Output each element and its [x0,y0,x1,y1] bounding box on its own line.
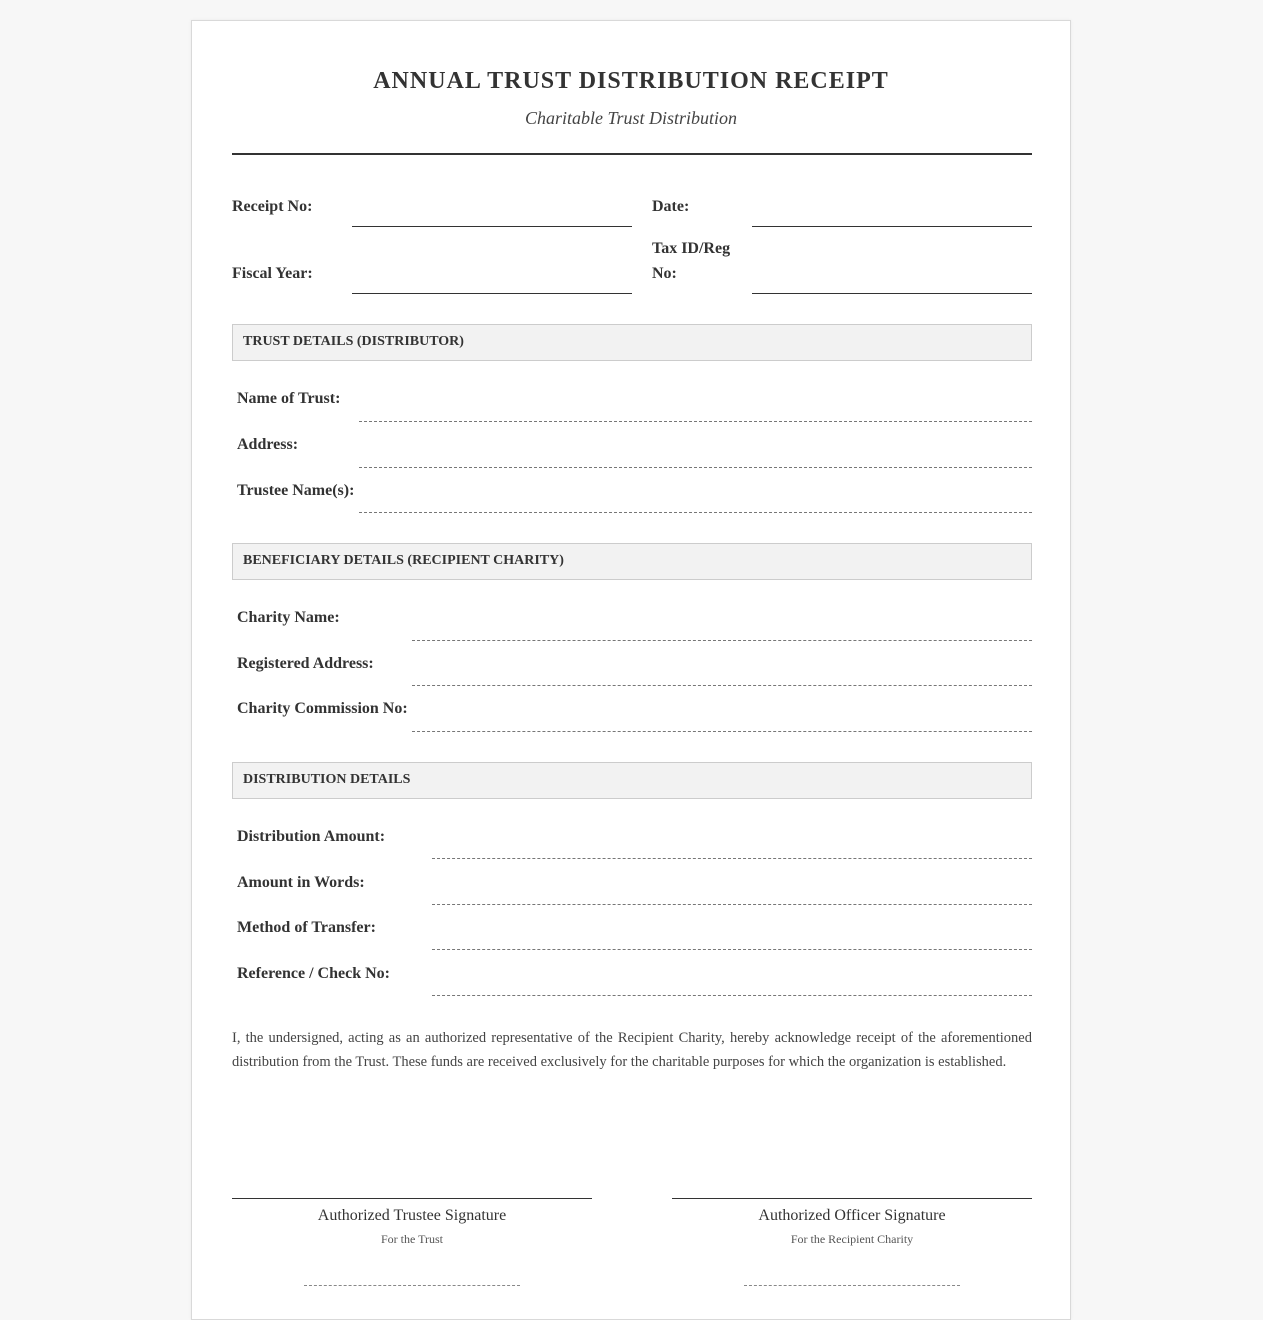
trustee-signature-title: Authorized Trustee Signature [317,1207,507,1224]
method-of-transfer-label: Method of Transfer: [237,919,376,936]
reference-check-no-field[interactable] [432,995,1032,996]
beneficiary-details-heading: BENEFICIARY DETAILS (RECIPIENT CHARITY) [232,543,1032,580]
tax-id-label [652,236,730,286]
method-of-transfer-field[interactable] [432,949,1032,950]
trust-details-heading: TRUST DETAILS (DISTRIBUTOR) [232,324,1032,361]
fiscal-year-label: Fiscal Year: [232,265,313,282]
charity-commission-no-label: Charity Commission No: [237,700,408,717]
distribution-details-heading: DISTRIBUTION DETAILS [232,762,1032,799]
charity-name-label: Charity Name: [237,609,340,626]
tax-id-label-line2: No: [652,265,677,282]
charity-name-field[interactable] [412,640,1032,641]
trustee-names-label: Trustee Name(s): [237,482,355,499]
name-of-trust-field[interactable] [359,421,1032,422]
trustee-signature-subtitle: For the Trust [380,1232,444,1246]
document-subtitle: Charitable Trust Distribution [524,108,738,128]
acknowledgement-text: I, the undersigned, acting as an authorized representative of the Recipient Charity, hereby acknowledge receipt of the aforementioned distribution from the Trust. These funds are received exclusively for the charitable purposes for which the organization is established. [232,1030,1032,1070]
amount-in-words-field[interactable] [432,904,1032,905]
trustee-date-field[interactable] [304,1285,520,1286]
trust-address-label: Address: [237,436,299,453]
fiscal-year-field[interactable] [352,293,632,294]
charity-commission-no-field[interactable] [412,731,1032,732]
officer-signature-title: Authorized Officer Signature [758,1207,946,1224]
trust-address-field[interactable] [359,467,1032,468]
header-divider [232,153,1032,155]
receipt-page [191,20,1071,1320]
tax-id-label-line1: Tax ID/Reg [652,240,731,257]
officer-date-field[interactable] [744,1285,960,1286]
reference-check-no-label: Reference / Check No: [237,965,390,982]
date-label: Date: [652,198,690,215]
name-of-trust-label: Name of Trust: [237,390,341,407]
distribution-amount-label: Distribution Amount: [237,828,386,845]
document-title: ANNUAL TRUST DISTRIBUTION RECEIPT [373,68,889,94]
registered-address-field[interactable] [412,685,1032,686]
registered-address-label: Registered Address: [237,655,374,672]
receipt-no-label: Receipt No: [232,198,313,215]
distribution-amount-field[interactable] [432,858,1032,859]
trustee-names-field[interactable] [359,512,1032,513]
receipt-no-field[interactable] [352,226,632,227]
amount-in-words-label: Amount in Words: [237,874,365,891]
date-field[interactable] [752,226,1032,227]
officer-signature-line[interactable] [672,1198,1032,1199]
tax-id-field[interactable] [752,293,1032,294]
officer-signature-subtitle: For the Recipient Charity [790,1232,914,1246]
trustee-signature-line[interactable] [232,1198,592,1199]
